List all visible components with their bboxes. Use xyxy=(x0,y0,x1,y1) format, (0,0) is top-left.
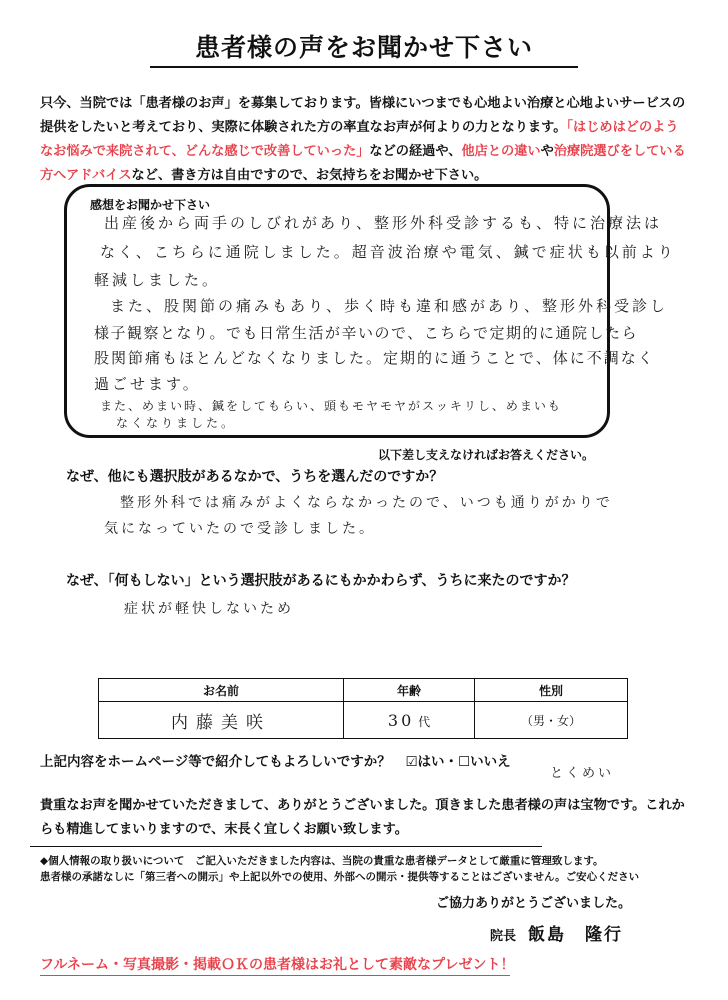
feedback-line: 股関節痛もほとんどなくなりました。定期的に通うことで、体に不調なく xyxy=(94,349,655,367)
feedback-line: 様子観察となり。でも日常生活が辛いので、こちらで定期的に通院したら xyxy=(94,324,639,342)
yes-label: はい・ xyxy=(417,754,459,770)
feedback-line: なくなりました。 xyxy=(116,416,237,430)
privacy-notice xyxy=(40,853,639,885)
answer-2: 症状が軽快しないため xyxy=(124,601,294,617)
present-banner: フルネーム・写真撮影・掲載ＯＫの患者様はお礼として素敵なプレゼント！ xyxy=(40,957,515,973)
gender-cell: （男・女） xyxy=(475,702,628,739)
intro-text-1: 只今、当院では「患者様のお声」を募集しております。皆様にいつまでも心地よい治療と心地よいサービスの提供をしたいと考えており、実際に体験された方の率直なお声が何よりの力となります。 xyxy=(40,96,686,135)
answer-1-line: 整形外科では痛みがよくならなかったので、いつも通りがかりで xyxy=(120,495,613,511)
intro-red-2: 他店との違い xyxy=(461,144,541,159)
privacy-line: ◆個人情報の取り扱いについて ご記入いただきました内容は、当院の貴重な患者様データとして厳重に管理致します。 xyxy=(40,855,604,867)
yes-checkbox[interactable]: ☑ xyxy=(405,754,418,770)
no-label: いいえ xyxy=(470,754,511,770)
page-title: 患者様の声をお聞かせ下さい xyxy=(194,33,533,62)
intro-text-mid: や xyxy=(540,144,554,159)
publish-consent xyxy=(40,750,511,770)
feedback-line: 出産後から両手のしびれがあり、整形外科受診するも、特に治療法は xyxy=(104,214,663,232)
name-cell: 内藤美咲 xyxy=(99,702,344,739)
feedback-line: また、股関節の痛みもあり、歩く時も違和感があり、整形外科受診し xyxy=(110,297,669,315)
title-underline xyxy=(150,66,578,68)
feedback-line: また、めまい時、鍼をしてもらい、頭もモヤモヤがスッキリし、めまいも xyxy=(100,399,562,413)
present-underline xyxy=(40,975,510,976)
patient-info-table xyxy=(98,678,628,739)
feedback-box-label: 感想をお聞かせ下さい xyxy=(90,198,211,212)
anonymous-note: とくめい xyxy=(550,766,615,781)
intro-text-3: など、書き方は自由ですので、お気持ちをお聞かせ下さい。 xyxy=(131,168,488,183)
name-header: お名前 xyxy=(99,679,344,702)
divider xyxy=(30,846,542,847)
cooperation-thanks: ご協力ありがとうございました。 xyxy=(436,896,632,911)
feedback-line: 過ごせます。 xyxy=(94,375,201,393)
intro-red-3: 治療院選びをしている方へアドバイス xyxy=(40,144,686,183)
optional-note: 以下差し支えなければお答えください。 xyxy=(378,448,595,462)
director-name: 飯島 隆行 xyxy=(528,925,624,945)
answer-1-line: 気になっていたので受診しました。 xyxy=(104,521,376,537)
no-checkbox[interactable]: ☐ xyxy=(458,754,471,770)
gender-header: 性別 xyxy=(475,679,628,702)
age-header: 年齢 xyxy=(344,679,475,702)
intro-red-1: 「はじめはどのようなお悩みで来院されて、どんな感じで改善していった」 xyxy=(40,120,679,159)
question-1: なぜ、他にも選択肢があるなかで、うちを選んだのですか？ xyxy=(66,469,444,485)
privacy-line: 患者様の承諾なしに「第三者への開示」や上記以外での使用、外部への開示・提供等することはございません。ご安心ください xyxy=(40,871,640,883)
feedback-line: なく、こちらに通院しました。超音波治療や電気、鍼で症状も以前より xyxy=(100,243,676,261)
intro-paragraph xyxy=(40,92,690,188)
consent-question: 上記内容をホームページ等で紹介してもよろしいですか？ xyxy=(40,754,391,770)
age-cell: 30 代 xyxy=(344,702,475,739)
intro-text-2: などの経過や、 xyxy=(369,144,462,159)
feedback-line: 軽減しました。 xyxy=(94,271,221,289)
director-role: 院長 xyxy=(490,929,517,944)
question-2: なぜ、「何もしない」という選択肢があるにもかかわらず、うちに来たのですか？ xyxy=(66,573,576,589)
director-signature xyxy=(490,920,623,945)
thanks-paragraph: 貴重なお声を聞かせていただきまして、ありがとうございました。頂きました患者様の声は宝物です。これからも精進してまいりますので、末長く宜しくお願い致します。 xyxy=(40,798,685,837)
